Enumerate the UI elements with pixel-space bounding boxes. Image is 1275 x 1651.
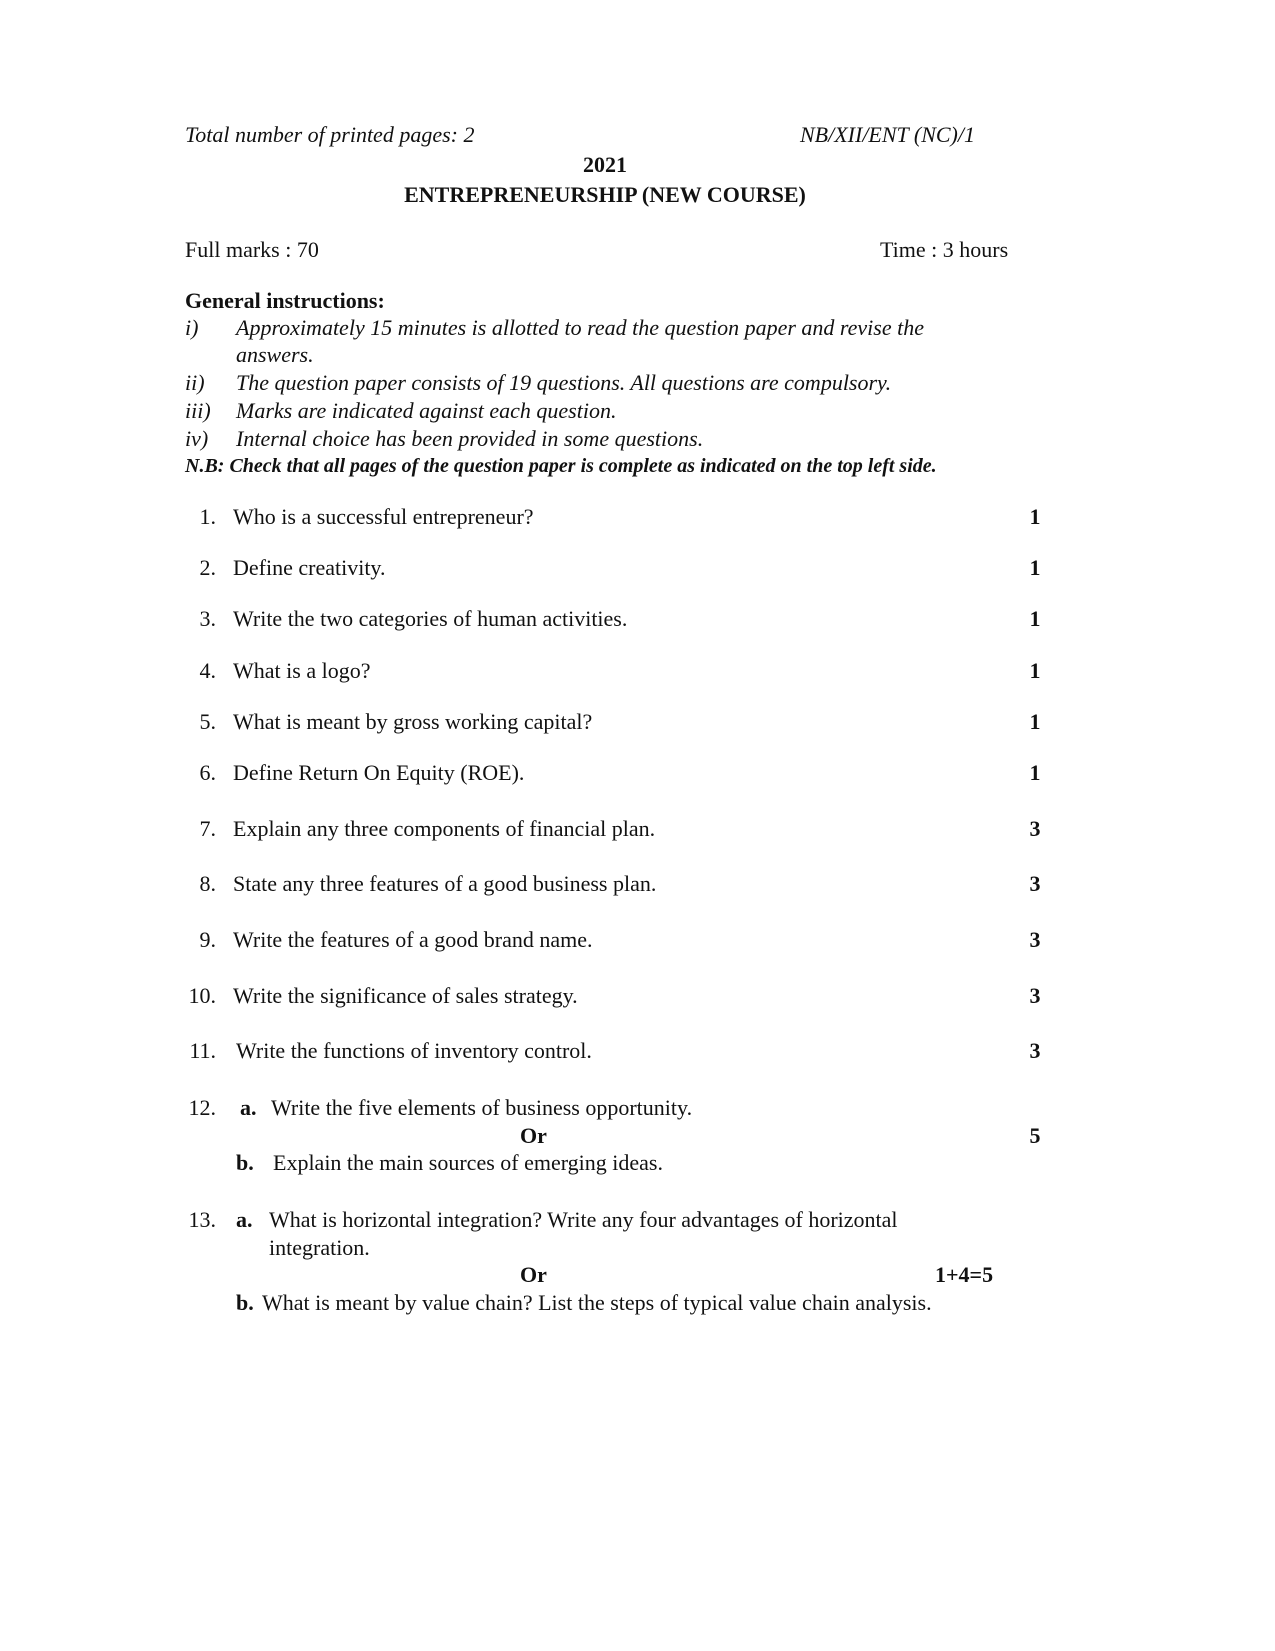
question-marks: 3	[1029, 871, 1041, 896]
question-number: 4.	[199, 658, 216, 683]
question-text: What is a logo?	[233, 658, 371, 683]
question-marks: 1	[1029, 555, 1041, 580]
option-b-label: b.	[236, 1290, 254, 1315]
paper-code: NB/XII/ENT (NC)/1	[800, 122, 975, 147]
question-marks: 3	[1029, 927, 1041, 952]
question-number: 5.	[199, 709, 216, 734]
question-number: 2.	[199, 555, 216, 580]
instruction-number: iv)	[185, 426, 209, 451]
question-number: 9.	[199, 927, 216, 952]
question-number: 7.	[199, 816, 216, 841]
question-marks: 1	[1029, 658, 1041, 683]
question-text: Write the two categories of human activities.	[233, 606, 628, 631]
question-marks: 1	[1029, 760, 1041, 785]
question-text: Who is a successful entrepreneur?	[233, 504, 534, 529]
question-text: Write the features of a good brand name.	[233, 927, 593, 952]
paper-title: ENTREPRENEURSHIP (NEW COURSE)	[404, 182, 806, 207]
question-text: Write the functions of inventory control.	[236, 1038, 592, 1063]
option-a-label: a.	[240, 1095, 257, 1120]
question-marks: 1	[1029, 504, 1041, 529]
instruction-number: i)	[185, 315, 199, 340]
question-number: 11.	[189, 1038, 216, 1063]
question-number: 12.	[188, 1095, 216, 1120]
option-a-text: Write the five elements of business opportunity.	[271, 1095, 693, 1120]
nb-note: N.B: Check that all pages of the question paper is complete as indicated on the top left side.	[185, 455, 937, 477]
instruction-text: Approximately 15 minutes is allotted to read the question paper and revise the	[236, 315, 924, 340]
instruction-number: ii)	[185, 370, 205, 395]
option-a-label: a.	[236, 1207, 253, 1232]
question-marks: 3	[1029, 983, 1041, 1008]
question-marks: 1+4=5	[935, 1262, 994, 1287]
question-marks: 1	[1029, 606, 1041, 631]
question-text: What is meant by gross working capital?	[233, 709, 593, 734]
question-number: 3.	[199, 606, 216, 631]
instruction-text-continued: answers.	[236, 342, 314, 367]
instruction-text: The question paper consists of 19 questions. All questions are compulsory.	[236, 370, 892, 395]
instruction-text: Marks are indicated against each question.	[236, 398, 617, 423]
question-marks: 3	[1029, 1038, 1041, 1063]
instruction-number: iii)	[185, 398, 211, 423]
question-text: Define Return On Equity (ROE).	[233, 760, 525, 785]
question-marks: 5	[1029, 1123, 1041, 1148]
question-number: 10.	[188, 983, 216, 1008]
question-number: 1.	[199, 504, 216, 529]
question-marks: 1	[1029, 709, 1041, 734]
question-text: Define creativity.	[233, 555, 386, 580]
option-a-text-continued: integration.	[269, 1235, 370, 1260]
option-b-label: b.	[236, 1150, 254, 1175]
full-marks: Full marks : 70	[185, 237, 319, 262]
question-number: 8.	[199, 871, 216, 896]
question-text: State any three features of a good business plan.	[233, 871, 657, 896]
question-marks: 3	[1029, 816, 1041, 841]
or-separator: Or	[520, 1262, 547, 1287]
instruction-text: Internal choice has been provided in some questions.	[236, 426, 704, 451]
question-number: 13.	[188, 1207, 216, 1232]
option-a-text: What is horizontal integration? Write any four advantages of horizontal	[269, 1207, 898, 1232]
exam-year: 2021	[583, 152, 627, 177]
or-separator: Or	[520, 1123, 547, 1148]
printed-pages-note: Total number of printed pages: 2	[185, 122, 475, 147]
option-b-text: Explain the main sources of emerging ideas.	[273, 1150, 663, 1175]
question-text: Explain any three components of financial plan.	[233, 816, 656, 841]
question-number: 6.	[199, 760, 216, 785]
question-text: Write the significance of sales strategy.	[233, 983, 578, 1008]
option-b-text: What is meant by value chain? List the steps of typical value chain analysis.	[262, 1290, 932, 1315]
instructions-heading: General instructions:	[185, 288, 385, 313]
time-allowed: Time : 3 hours	[880, 237, 1009, 262]
